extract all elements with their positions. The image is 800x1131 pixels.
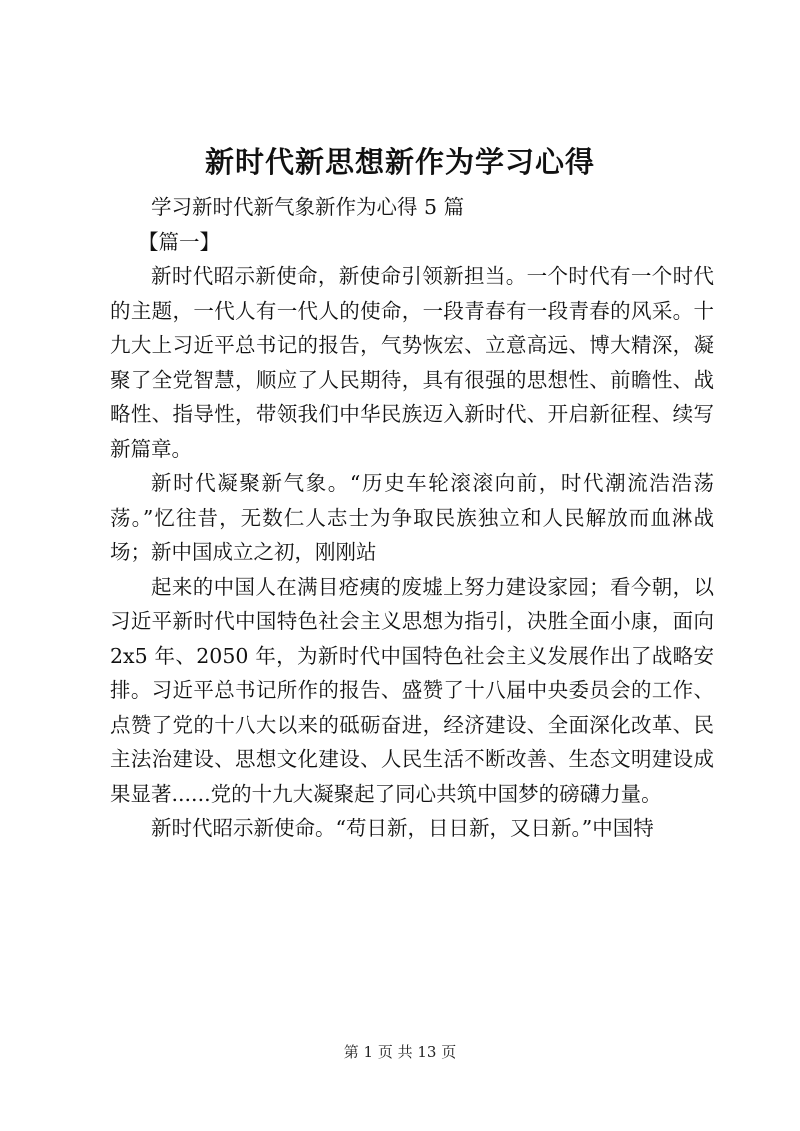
page-indicator: 第 1 页 共 13 页	[343, 1043, 457, 1061]
paragraph-3: 起来的中国人在满目疮痍的废墟上努力建设家园；看今朝，以习近平新时代中国特色社会主义思想为指引，决胜全面小康，面向 2x5 年、2050 年，为新时代中国特色社会主义发展作出了战略安排。习近平总书记所作的报告、盛赞了十八届中央委员会的工作、点赞了党的十八大以来的砥砺奋进，经济建设、全面深化改革、民主法治建设、思想文化建设、人民生活不断改善、生态文明建设成果显著......党的十九大凝聚起了同心共筑中国梦的磅礴力量。	[110, 574, 714, 806]
paragraph-4: 新时代昭示新使命。“苟日新，日日新，又日新。”中国特	[151, 816, 654, 840]
paragraph-1: 新时代昭示新使命，新使命引领新担当。一个时代有一个时代的主题，一代人有一代人的使命，一段青春有一段青春的风采。十九大上习近平总书记的报告，气势恢宏、立意高远、博大精深，凝聚了全党智慧，顺应了人民期待，具有很强的思想性、前瞻性、战略性、指导性，带领我们中华民族迈入新时代、开启新征程、续写新篇章。	[110, 264, 714, 461]
paragraph-2: 新时代凝聚新气象。“历史车轮滚滚向前，时代潮流浩浩荡荡。”忆往昔，无数仁人志士为争取民族独立和人民解放而血淋战场；新中国成立之初，刚刚站	[110, 471, 714, 564]
document-body	[110, 190, 714, 846]
document-subtitle: 学习新时代新气象新作为心得 5 篇	[151, 195, 465, 219]
section-label: 【篇一】	[138, 229, 220, 254]
document-title: 新时代新思想新作为学习心得	[204, 145, 595, 179]
